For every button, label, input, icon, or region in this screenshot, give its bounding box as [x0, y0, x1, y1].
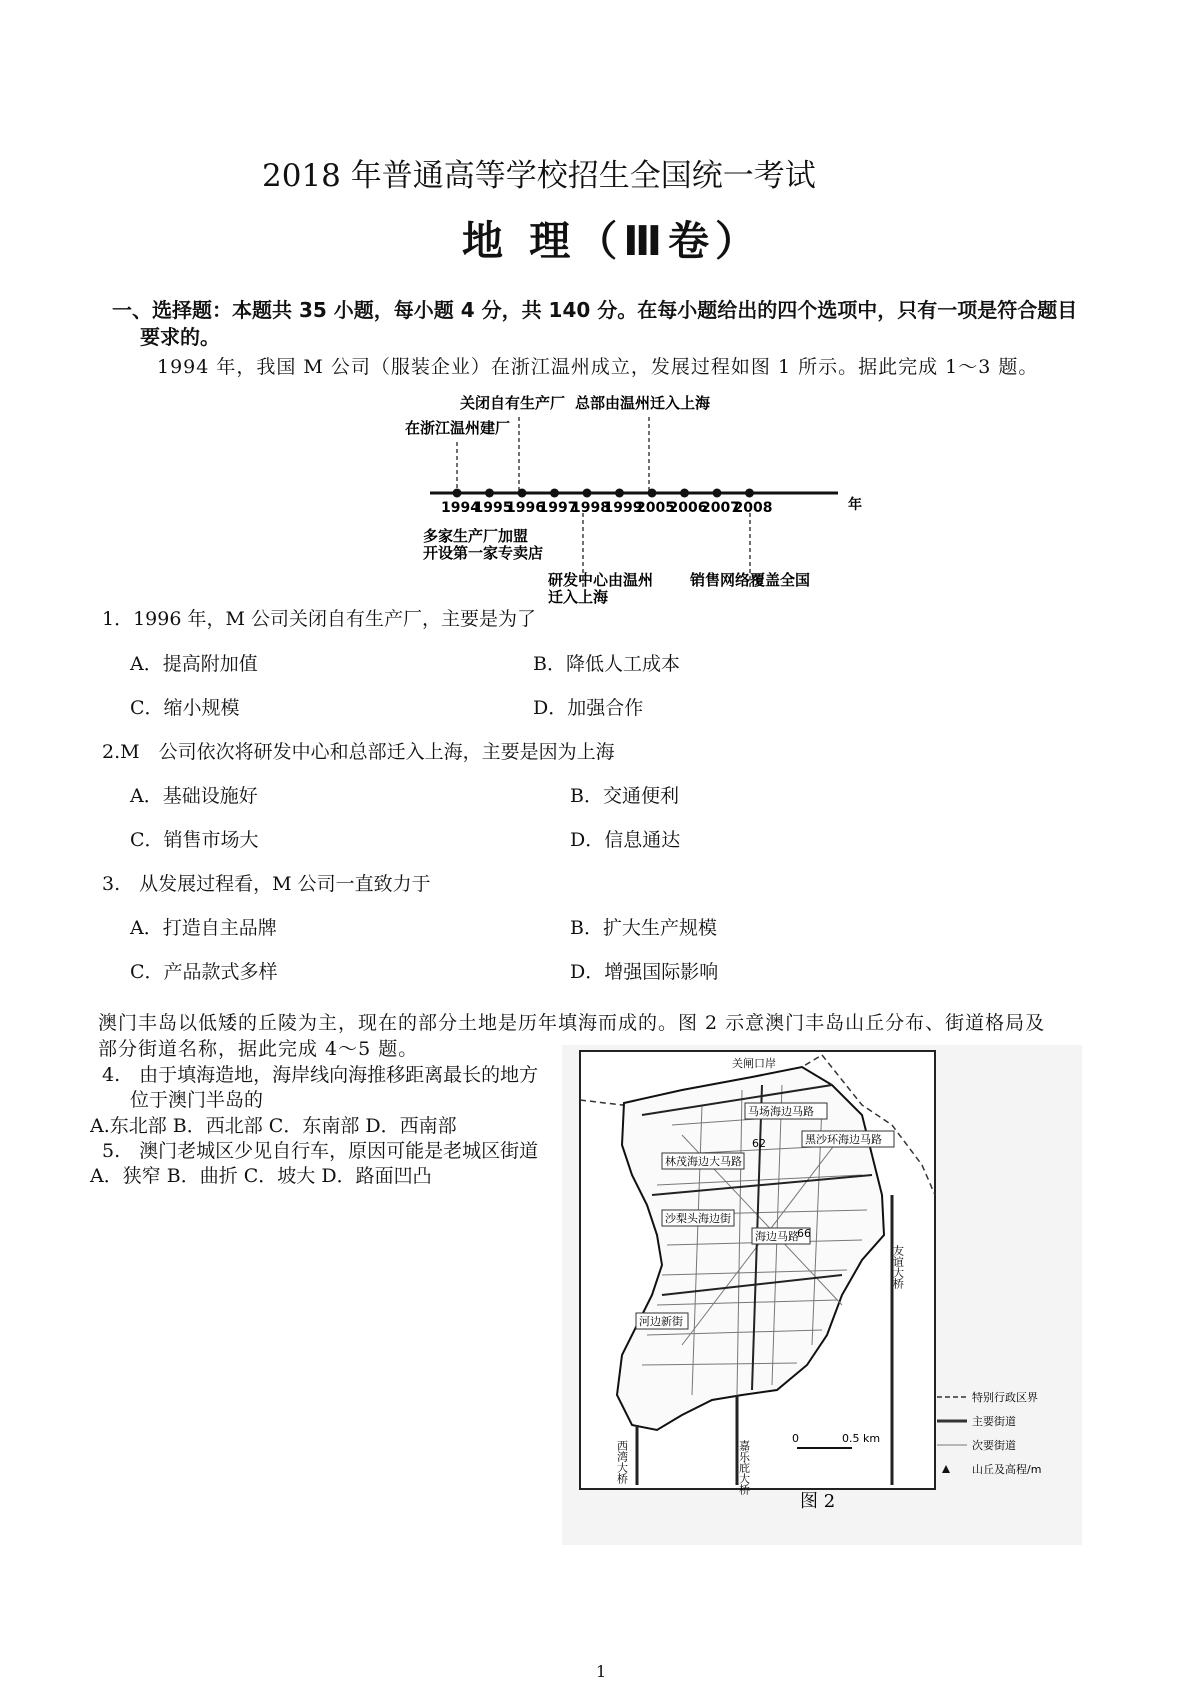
question-3-stem: 3. 从发展过程看，M 公司一直致力于 — [102, 873, 431, 895]
timeline-dot-1997 — [550, 489, 559, 498]
timeline-figure — [405, 385, 890, 620]
timeline-dot-1999 — [615, 489, 624, 498]
label-street-5: 海边马路 — [755, 1230, 799, 1243]
intro-paragraph-2-line-1: 澳门丰岛以低矮的丘陵为主，现在的部分土地是历年填海而成的。图 2 示意澳门丰岛山丘分布、街道格局及 — [98, 1012, 1046, 1034]
timeline-dot-1995 — [485, 489, 494, 498]
timeline-year-2008: 2008 — [733, 500, 773, 516]
question-2-option-d: D．信息通达 — [570, 829, 681, 851]
event-label-1995-b: 开设第一家专卖店 — [423, 544, 544, 562]
event-label-1996: 关闭自有生产厂 — [460, 394, 566, 412]
question-1-option-a: A．提高附加值 — [130, 653, 258, 675]
page-subtitle: 地 理（Ⅲ卷） — [462, 217, 763, 265]
question-3-option-b: B．扩大生产规模 — [570, 917, 717, 939]
question-2-option-b: B．交通便利 — [570, 785, 679, 807]
section-line-1: 一、选择题：本题共 35 小题，每小题 4 分，共 140 分。在每小题给出的四个选项中，只有一项是符合题目 — [112, 298, 1078, 322]
hill-height-62: 62 — [752, 1137, 766, 1150]
legend-boundary: 特别行政区界 — [972, 1391, 1038, 1404]
macau-map-figure — [562, 1045, 1082, 1545]
page-title: 2018 年普通高等学校招生全国统一考试 — [262, 158, 816, 194]
question-1-stem: 1．1996 年，M 公司关闭自有生产厂，主要是为了 — [102, 608, 536, 630]
question-3-option-a: A．打造自主品牌 — [130, 917, 277, 939]
timeline-year-1997: 1997 — [538, 500, 578, 516]
intro-paragraph-1: 1994 年，我国 M 公司（服装企业）在浙江温州成立，发展过程如图 1 所示。据此完成 1～3 题。 — [157, 356, 1039, 378]
label-bridge-3: 西湾大桥 — [615, 1440, 629, 1484]
timeline-dot-2006 — [680, 489, 689, 498]
map-caption: 图 2 — [800, 1491, 836, 1512]
timeline-dot-2007 — [713, 489, 722, 498]
question-3-option-c: C．产品款式多样 — [130, 961, 278, 983]
label-street-2: 黑沙环海边马路 — [805, 1133, 882, 1146]
timeline-year-1999: 1999 — [603, 500, 643, 516]
label-border-gate: 关闸口岸 — [732, 1057, 776, 1070]
label-street-1: 马场海边马路 — [748, 1105, 814, 1118]
timeline-year-1994: 1994 — [441, 500, 480, 516]
event-label-1998-a: 研发中心由温州 — [548, 571, 654, 589]
question-2-option-c: C．销售市场大 — [130, 829, 259, 851]
timeline-dot-1998 — [583, 489, 592, 498]
event-label-1995-a: 多家生产厂加盟 — [423, 527, 529, 545]
scale-label-0: 0 — [792, 1432, 799, 1445]
section-heading — [112, 297, 1077, 351]
event-label-2008: 销售网络覆盖全国 — [690, 571, 811, 589]
timeline-year-1996: 1996 — [506, 500, 545, 516]
timeline-year-1995: 1995 — [473, 500, 513, 516]
question-5-line-1: 5. 澳门老城区少见自行车，原因可能是老城区街道 — [102, 1140, 539, 1162]
section-line-2: 要求的。 — [140, 325, 220, 349]
intro-paragraph-2-line-2: 部分街道名称，据此完成 4～5 题。 — [98, 1038, 419, 1060]
label-street-4: 沙梨头海边街 — [665, 1212, 731, 1225]
question-3-option-d: D．增强国际影响 — [570, 961, 719, 983]
legend-hill: 山丘及高程/m — [972, 1463, 1042, 1476]
question-1-option-c: C．缩小规模 — [130, 697, 240, 719]
label-street-3: 林茂海边大马路 — [665, 1155, 742, 1168]
question-1-option-d: D．加强合作 — [533, 697, 644, 719]
timeline-year-2007: 2007 — [701, 500, 740, 516]
timeline-year-1998: 1998 — [571, 500, 610, 516]
question-2-option-a: A．基础设施好 — [130, 785, 258, 807]
event-label-2005: 总部由温州迁入上海 — [575, 394, 711, 412]
timeline-year-2005: 2005 — [636, 500, 675, 516]
page-number: 1 — [596, 1662, 607, 1681]
question-4-line-2: 位于澳门半岛的 — [130, 1089, 264, 1111]
label-street-6: 河边新街 — [639, 1315, 683, 1328]
timeline-dot-2008 — [745, 489, 754, 498]
question-4-line-1: 4. 由于填海造地，海岸线向海推移距离最长的地方 — [102, 1064, 539, 1086]
scale-label-05: 0.5 km — [842, 1432, 881, 1445]
event-label-1994: 在浙江温州建厂 — [405, 419, 511, 437]
event-label-1998-b: 迁入上海 — [548, 588, 609, 606]
legend-secondary-street: 次要街道 — [972, 1439, 1016, 1452]
timeline-year-2006: 2006 — [668, 500, 708, 516]
question-5-options: A．狭窄 B．曲折 C．坡大 D．路面凹凸 — [90, 1165, 432, 1187]
label-bridge-2: 嘉乐庇大桥 — [737, 1440, 751, 1495]
question-2-stem: 2.M 公司依次将研发中心和总部迁入上海，主要是因为上海 — [102, 741, 615, 763]
legend-main-street: 主要街道 — [972, 1415, 1016, 1428]
timeline-unit: 年 — [848, 497, 862, 513]
label-bridge-1: 友谊大桥 — [891, 1245, 905, 1289]
hill-height-66: 66 — [797, 1227, 811, 1240]
question-1-option-b: B．降低人工成本 — [533, 653, 680, 675]
question-4-options: A.东北部 B．西北部 C．东南部 D．西南部 — [90, 1115, 457, 1137]
